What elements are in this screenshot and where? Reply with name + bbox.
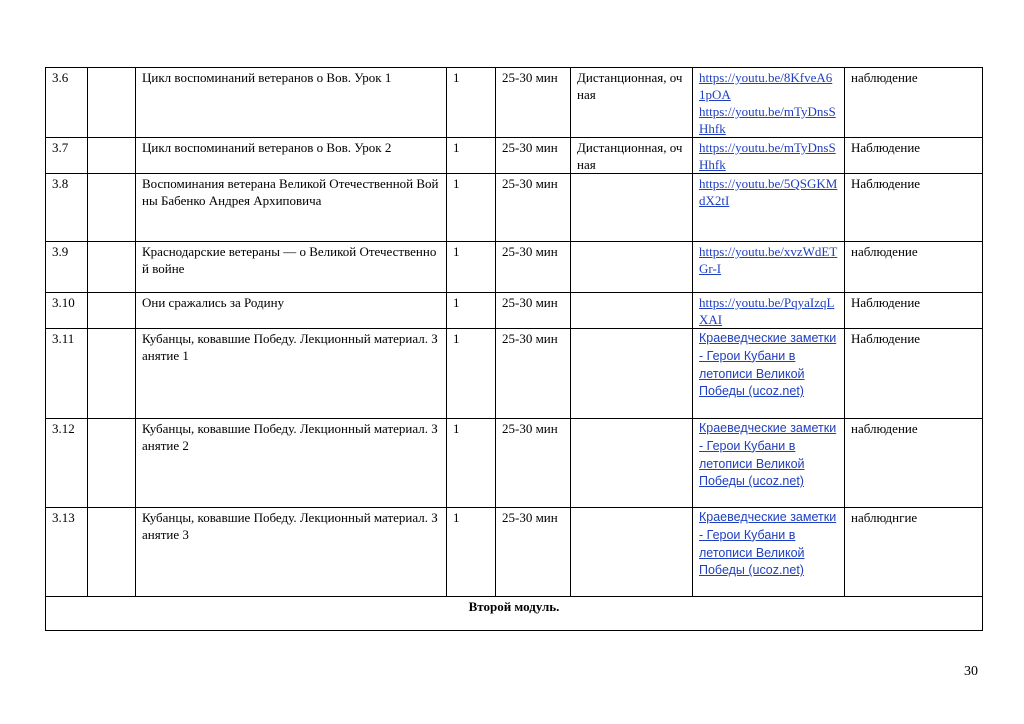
- cell-topic-title: Кубанцы, ковавшие Победу. Лекционный материал. Занятие 2: [136, 419, 447, 508]
- cell-blank: [88, 419, 136, 508]
- page-number: 30: [964, 664, 978, 679]
- cell-control-form: Наблюдение: [845, 293, 983, 329]
- cell-number: 3.10: [46, 293, 88, 329]
- cell-topic-title: Воспоминания ветерана Великой Отечественной Войны Бабенко Андрея Архиповича: [136, 174, 447, 242]
- cell-topic-title: Кубанцы, ковавшие Победу. Лекционный материал. Занятие 3: [136, 508, 447, 597]
- cell-hours: 1: [447, 174, 496, 242]
- cell-hours: 1: [447, 329, 496, 419]
- cell-control-form: наблюдение: [845, 68, 983, 138]
- cell-number: 3.12: [46, 419, 88, 508]
- cell-number: 3.9: [46, 242, 88, 293]
- cell-format: Дистанционная, очная: [571, 138, 693, 174]
- cell-format: [571, 419, 693, 508]
- cell-hours: 1: [447, 293, 496, 329]
- kraevedcheskie-zametki-link[interactable]: Краеведческие заметки - Герои Кубани в летописи Великой Победы (ucoz.net): [699, 510, 837, 578]
- module-title: Второй модуль.: [46, 597, 983, 631]
- cell-resource-links: [693, 242, 845, 293]
- cell-hours: 1: [447, 419, 496, 508]
- cell-resource-links: [693, 174, 845, 242]
- cell-resource-links: [693, 68, 845, 138]
- table-row: [46, 419, 983, 508]
- cell-duration: 25-30 мин: [496, 329, 571, 419]
- cell-duration: 25-30 мин: [496, 174, 571, 242]
- cell-number: 3.8: [46, 174, 88, 242]
- table-row: [46, 68, 983, 138]
- table-row: [46, 242, 983, 293]
- youtube-link[interactable]: https://youtu.be/xvzWdETGr-I: [699, 244, 838, 276]
- cell-control-form: наблюдение: [845, 242, 983, 293]
- table-row: [46, 293, 983, 329]
- cell-blank: [88, 68, 136, 138]
- cell-topic-title: Краснодарские ветераны — о Великой Отечественной войне: [136, 242, 447, 293]
- module-row: [46, 597, 983, 631]
- cell-format: [571, 329, 693, 419]
- youtube-link[interactable]: https://youtu.be/PqyaIzqLXAI: [699, 295, 835, 327]
- cell-resource-links: [693, 138, 845, 174]
- kraevedcheskie-zametki-link[interactable]: Краеведческие заметки - Герои Кубани в летописи Великой Победы (ucoz.net): [699, 421, 837, 489]
- youtube-link[interactable]: https://youtu.be/mTyDnsSHhfk: [699, 104, 836, 136]
- youtube-link[interactable]: https://youtu.be/mTyDnsSHhfk: [699, 140, 836, 172]
- cell-resource-links: [693, 508, 845, 597]
- cell-duration: 25-30 мин: [496, 242, 571, 293]
- cell-blank: [88, 508, 136, 597]
- cell-topic-title: Кубанцы, ковавшие Победу. Лекционный материал. Занятие 1: [136, 329, 447, 419]
- cell-resource-links: [693, 419, 845, 508]
- cell-number: 3.7: [46, 138, 88, 174]
- cell-number: 3.11: [46, 329, 88, 419]
- cell-control-form: Наблюдение: [845, 329, 983, 419]
- cell-control-form: наблюднгие: [845, 508, 983, 597]
- cell-format: [571, 242, 693, 293]
- cell-blank: [88, 293, 136, 329]
- cell-number: 3.6: [46, 68, 88, 138]
- table-row: [46, 174, 983, 242]
- cell-blank: [88, 329, 136, 419]
- cell-blank: [88, 174, 136, 242]
- youtube-link[interactable]: https://youtu.be/5QSGKMdX2tI: [699, 176, 838, 208]
- kraevedcheskie-zametki-link[interactable]: Краеведческие заметки - Герои Кубани в летописи Великой Победы (ucoz.net): [699, 331, 837, 399]
- cell-topic-title: Цикл воспоминаний ветеранов о Вов. Урок 1: [136, 68, 447, 138]
- cell-hours: 1: [447, 138, 496, 174]
- cell-format: [571, 174, 693, 242]
- cell-control-form: Наблюдение: [845, 174, 983, 242]
- youtube-link[interactable]: https://youtu.be/8KfveA61pOA: [699, 70, 833, 102]
- cell-topic-title: Они сражались за Родину: [136, 293, 447, 329]
- cell-control-form: Наблюдение: [845, 138, 983, 174]
- cell-resource-links: [693, 293, 845, 329]
- table-row: [46, 138, 983, 174]
- table-row: [46, 508, 983, 597]
- table-row: [46, 329, 983, 419]
- lesson-plan-table: [45, 67, 983, 631]
- cell-blank: [88, 242, 136, 293]
- cell-duration: 25-30 мин: [496, 293, 571, 329]
- cell-hours: 1: [447, 242, 496, 293]
- cell-format: Дистанционная, очная: [571, 68, 693, 138]
- cell-number: 3.13: [46, 508, 88, 597]
- cell-duration: 25-30 мин: [496, 508, 571, 597]
- cell-duration: 25-30 мин: [496, 419, 571, 508]
- cell-hours: 1: [447, 68, 496, 138]
- table-body: [46, 68, 983, 631]
- cell-duration: 25-30 мин: [496, 138, 571, 174]
- cell-hours: 1: [447, 508, 496, 597]
- cell-format: [571, 508, 693, 597]
- cell-blank: [88, 138, 136, 174]
- cell-duration: 25-30 мин: [496, 68, 571, 138]
- cell-resource-links: [693, 329, 845, 419]
- cell-topic-title: Цикл воспоминаний ветеранов о Вов. Урок 2: [136, 138, 447, 174]
- cell-control-form: наблюдение: [845, 419, 983, 508]
- cell-format: [571, 293, 693, 329]
